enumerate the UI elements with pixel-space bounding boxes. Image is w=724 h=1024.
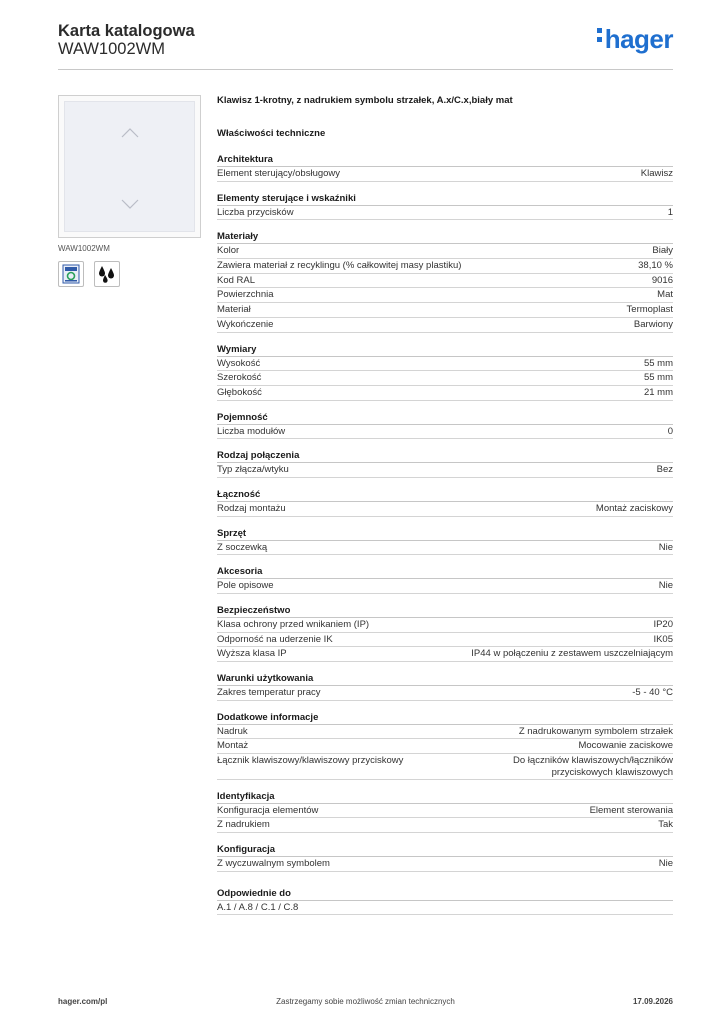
spec-label: Wykończenie [217,318,274,330]
spec-label: Rodzaj montażu [217,502,286,514]
spec-row [217,818,673,833]
spec-row [217,244,673,259]
spec-group-title: Sprzęt [217,527,673,541]
spec-label: Łącznik klawiszowy/klawiszowy przyciskowy [217,755,404,767]
spec-row [217,857,673,872]
spec-label: Z nadrukiem [217,819,270,831]
spec-value: Mat [657,289,673,301]
spec-label: Kod RAL [217,274,256,286]
spec-value: Nie [658,858,673,869]
spec-label: Z wyczuwalnym symbolem [217,858,330,869]
spec-value: Bez [656,464,673,476]
spec-label: Zakres temperatur pracy [217,687,321,699]
spec-row [217,739,673,754]
spec-row [217,541,673,556]
spec-label: Wyższa klasa IP [217,648,287,660]
spec-value: IK05 [653,633,673,645]
spec-row [217,386,673,401]
spec-label: Wysokość [217,357,261,369]
spec-group-title: Identyfikacja [217,790,673,804]
suitable-for-row [217,901,673,916]
spec-label: Liczba przycisków [217,206,294,218]
spec-value: Element sterowania [589,804,673,816]
spec-label: Odporność na uderzenie IK [217,633,333,645]
spec-row [217,371,673,386]
spec-value: Nie [658,580,673,592]
spec-row [217,274,673,289]
spec-label: Z soczewką [217,541,268,553]
spec-value: -5 - 40 °C [632,687,673,699]
product-description: Klawisz 1-krotny, z nadrukiem symbolu strzałek, A.x/C.x,biały mat [217,95,513,106]
switch-rocker-image [64,101,195,232]
spec-row [217,686,673,701]
spec-value: Montaż zaciskowy [595,502,673,514]
water-drops-icon [94,261,120,287]
document-title: Karta katalogowa [58,22,195,40]
spec-value: Z nadrukowanym symbolem strzałek [518,725,673,737]
spec-label: Głębokość [217,386,262,398]
footer-website: hager.com/pl [58,997,108,1006]
spec-group-title: Konfiguracja [217,843,673,857]
spec-row [217,579,673,594]
spec-value: 1 [667,206,673,218]
spec-value: 0 [667,425,673,437]
arrow-up-icon [121,128,139,138]
spec-row [217,754,673,780]
spec-value: Do łączników klawiszowych/łączników przyciskowych klawiszowych [513,755,673,779]
spec-group-title: Materiały [217,230,673,244]
spec-row [217,357,673,372]
spec-label: Nadruk [217,725,248,737]
logo-dots-icon [597,28,602,46]
spec-value: Termoplast [626,304,673,316]
spec-row [217,206,673,221]
product-image [58,95,201,238]
hager-logo [597,24,673,54]
spec-value: Nie [658,541,673,553]
spec-value: Tak [658,819,673,831]
spec-label: Liczba modułów [217,425,286,437]
spec-label: Konfiguracja elementów [217,804,319,816]
product-image-column [58,95,203,287]
spec-label: Typ złącza/wtyku [217,464,289,476]
spec-label: Materiał [217,304,251,316]
spec-row [217,502,673,517]
spec-group-title: Bezpieczeństwo [217,604,673,618]
product-icons [58,261,203,287]
spec-label: Powierzchnia [217,289,274,301]
spec-value: 21 mm [643,386,673,398]
spec-label: Montaż [217,740,249,752]
spec-row [217,167,673,182]
spec-label: Pole opisowe [217,580,274,592]
spec-row [217,303,673,318]
arrow-down-icon [121,199,139,209]
suitable-for-value: A.1 / A.8 / C.1 / C.8 [217,901,299,913]
spec-value: 38,10 % [638,260,673,272]
page-header [58,20,673,70]
spec-value: 9016 [651,274,673,286]
spec-value: Biały [652,245,673,257]
spec-group-title: Łączność [217,488,673,502]
spec-row [217,647,673,662]
spec-row [217,463,673,478]
spec-group-title: Dodatkowe informacje [217,711,673,725]
recycling-label-icon [58,261,84,287]
product-ref-label: WAW1002WM [58,244,110,253]
spec-value: Barwiony [633,318,673,330]
footer-notice: Zastrzegamy sobie możliwość zmian technicznych [276,997,455,1006]
product-code-heading: WAW1002WM [58,40,165,58]
spec-row [217,804,673,819]
spec-groups [217,153,673,872]
spec-value: 55 mm [643,372,673,384]
spec-row [217,633,673,648]
spec-group-title: Architektura [217,153,673,167]
spec-row [217,259,673,274]
spec-group-title: Rodzaj połączenia [217,449,673,463]
suitable-for-title: Odpowiednie do [217,887,673,901]
logo-text: hager [604,24,673,54]
spec-value: 55 mm [643,357,673,369]
spec-value: Mocowanie zaciskowe [578,740,673,752]
spec-label: Element sterujący/obsługowy [217,168,341,179]
spec-group-title: Wymiary [217,343,673,357]
technical-specs [217,93,673,915]
spec-label: Szerokość [217,372,262,384]
spec-row [217,425,673,440]
spec-group-title: Elementy sterujące i wskaźniki [217,192,673,206]
spec-value: Klawisz [640,168,673,179]
spec-row [217,725,673,740]
spec-group-title: Pojemność [217,411,673,425]
spec-group-title: Akcesoria [217,565,673,579]
spec-group-title: Warunki użytkowania [217,672,673,686]
section-heading: Właściwości techniczne [217,128,326,139]
spec-value: IP20 [653,619,673,630]
spec-value: IP44 w połączeniu z zestawem uszczelniającym [471,648,673,660]
spec-row [217,618,673,633]
footer-date: 17.09.2026 [632,997,673,1006]
spec-label: Klasa ochrony przed wnikaniem (IP) [217,619,370,630]
spec-row [217,288,673,303]
spec-label: Kolor [217,245,240,257]
spec-label: Zawiera materiał z recyklingu (% całkowitej masy plastiku) [217,260,462,272]
spec-row [217,318,673,333]
